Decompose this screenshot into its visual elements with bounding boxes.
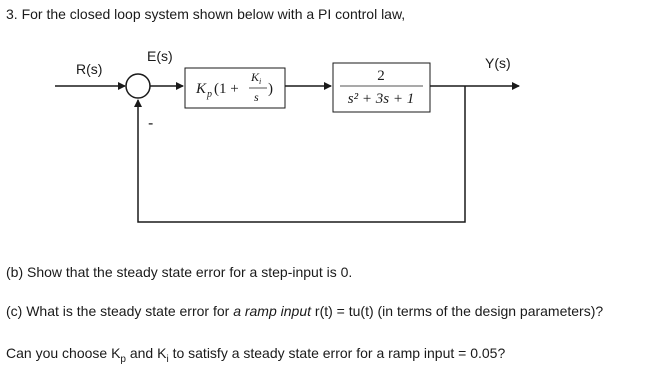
question-followup (6, 345, 505, 368)
followup-sub-p: p (120, 353, 126, 365)
input-label: R(s) (76, 61, 103, 77)
controller-open: (1 + (214, 81, 239, 97)
followup-text-1: Can you choose K (6, 345, 121, 361)
controller-integral-denominator: s (254, 90, 259, 104)
plant-numerator: 2 (377, 68, 385, 84)
followup-text-2: and K (129, 345, 167, 361)
controller-integral-numerator-subscript: i (259, 77, 262, 86)
error-label: E(s) (147, 48, 173, 64)
followup-text-3: to satisfy a steady state error for a ramp input = 0.05? (168, 345, 506, 361)
summing-junction (126, 74, 150, 98)
followup-sub-i: i (166, 353, 169, 365)
feedback-sign: - (148, 115, 154, 132)
plant-denominator: s² + 3s + 1 (347, 91, 415, 107)
question-part-c (6, 303, 603, 319)
controller-gain-subscript: p (207, 89, 212, 100)
controller-close: ) (268, 81, 273, 97)
part-c-suffix: r(t) = tu(t) (in terms of the design parameters)? (311, 303, 604, 319)
question-part-b: (b) Show that the steady state error for a step-input is 0. (6, 264, 353, 280)
question-title: 3. For the closed loop system shown below with a PI control law, (6, 6, 406, 22)
output-label: Y(s) (485, 55, 511, 71)
controller-integral-numerator: K (251, 70, 260, 84)
part-c-prefix: (c) What is the steady state error for (6, 303, 234, 319)
part-c-italic: a ramp input (233, 303, 312, 319)
controller-gain: K (196, 81, 207, 97)
